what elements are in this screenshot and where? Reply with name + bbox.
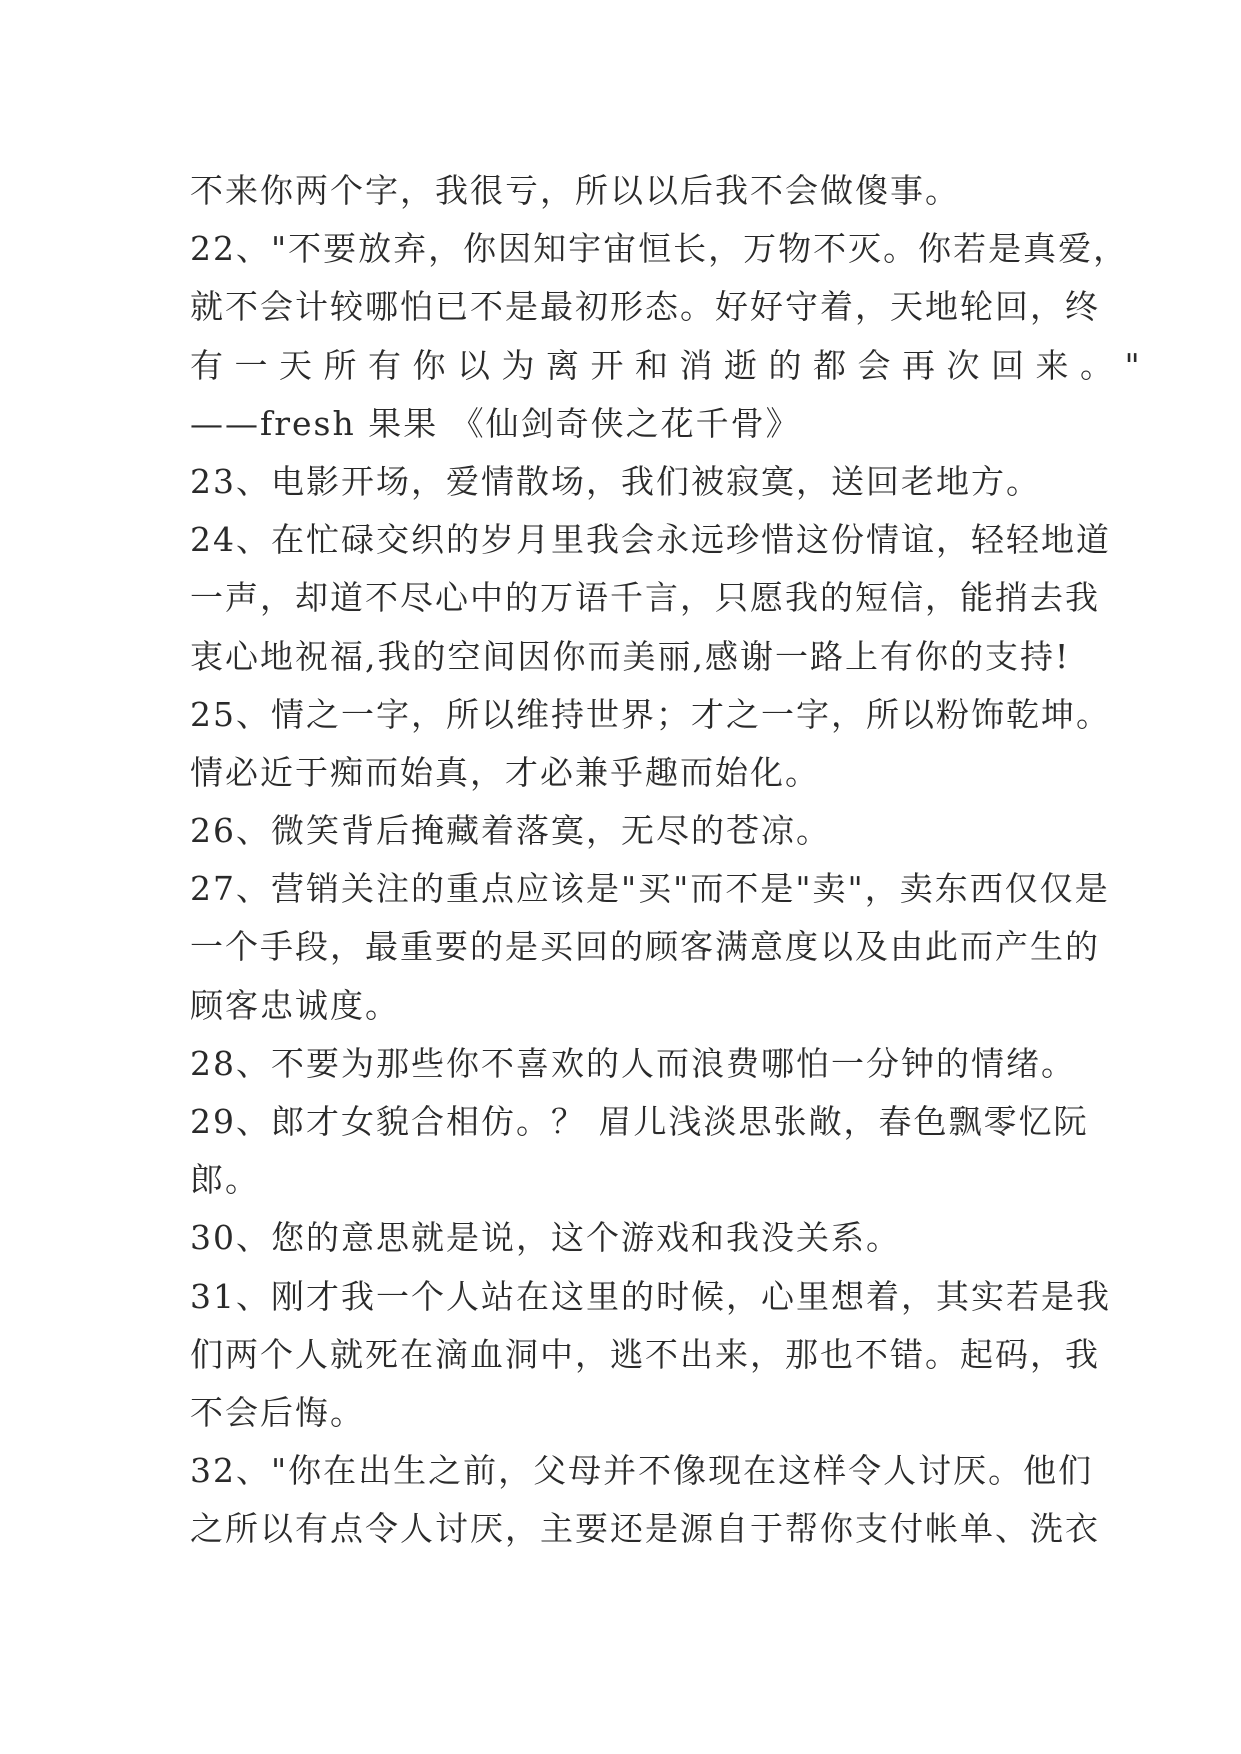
text-line: 25、情之一字，所以维持世界；才之一字，所以粉饰乾坤。 bbox=[190, 694, 1111, 734]
text-line: 一个手段，最重要的是买回的顾客满意度以及由此而产生的 bbox=[190, 927, 1100, 967]
text-line: 之所以有点令人讨厌，主要还是源自于帮你支付帐单、洗衣 bbox=[190, 1509, 1100, 1549]
text-line: 就不会计较哪怕已不是最初形态。好好守着，天地轮回，终 bbox=[190, 287, 1100, 327]
text-line: 32、"你在出生之前，父母并不像现在这样令人讨厌。他们 bbox=[190, 1451, 1094, 1491]
text-line: 23、电影开场，爱情散场，我们被寂寞，送回老地方。 bbox=[190, 461, 1041, 501]
text-line: 们两个人就死在滴血洞中，逃不出来，那也不错。起码，我 bbox=[190, 1334, 1100, 1374]
text-line: 不会后悔。 bbox=[190, 1392, 365, 1432]
document-body bbox=[190, 162, 1152, 1559]
text-line: 郎。 bbox=[190, 1160, 260, 1200]
text-line: 不来你两个字，我很亏，所以以后我不会做傻事。 bbox=[190, 171, 960, 210]
text-line: 顾客忠诚度。 bbox=[190, 985, 400, 1025]
text-line: 29、郎才女貌合相仿。？ 眉儿浅淡思张敞，春色飘零忆阮 bbox=[190, 1102, 1089, 1141]
text-line: 有一天所有你以为离开和消逝的都会再次回来。" bbox=[190, 345, 1152, 385]
text-line: 衷心地祝福,我的空间因你而美丽,感谢一路上有你的支持! bbox=[190, 636, 1071, 676]
text-line: 一声，却道不尽心中的万语千言，只愿我的短信，能捎去我 bbox=[190, 578, 1100, 618]
text-line: 30、您的意思就是说，这个游戏和我没关系。 bbox=[190, 1218, 901, 1258]
text-line: 22、"不要放弃，你因知宇宙恒长，万物不灭。你若是真爱， bbox=[190, 229, 1129, 269]
text-line: 26、微笑背后掩藏着落寞，无尽的苍凉。 bbox=[190, 811, 831, 851]
text-line: 情必近于痴而始真，才必兼乎趣而始化。 bbox=[190, 752, 820, 792]
text-line: 31、刚才我一个人站在这里的时候，心里想着，其实若是我 bbox=[190, 1276, 1111, 1316]
text-line: 27、营销关注的重点应该是"买"而不是"卖"，卖东西仅仅是 bbox=[190, 869, 1110, 909]
text-line: 28、不要为那些你不喜欢的人而浪费哪怕一分钟的情绪。 bbox=[190, 1043, 1076, 1083]
text-line: ——fresh 果果 《仙剑奇侠之花千骨》 bbox=[190, 403, 801, 443]
text-line: 24、在忙碌交织的岁月里我会永远珍惜这份情谊，轻轻地道 bbox=[190, 520, 1111, 560]
